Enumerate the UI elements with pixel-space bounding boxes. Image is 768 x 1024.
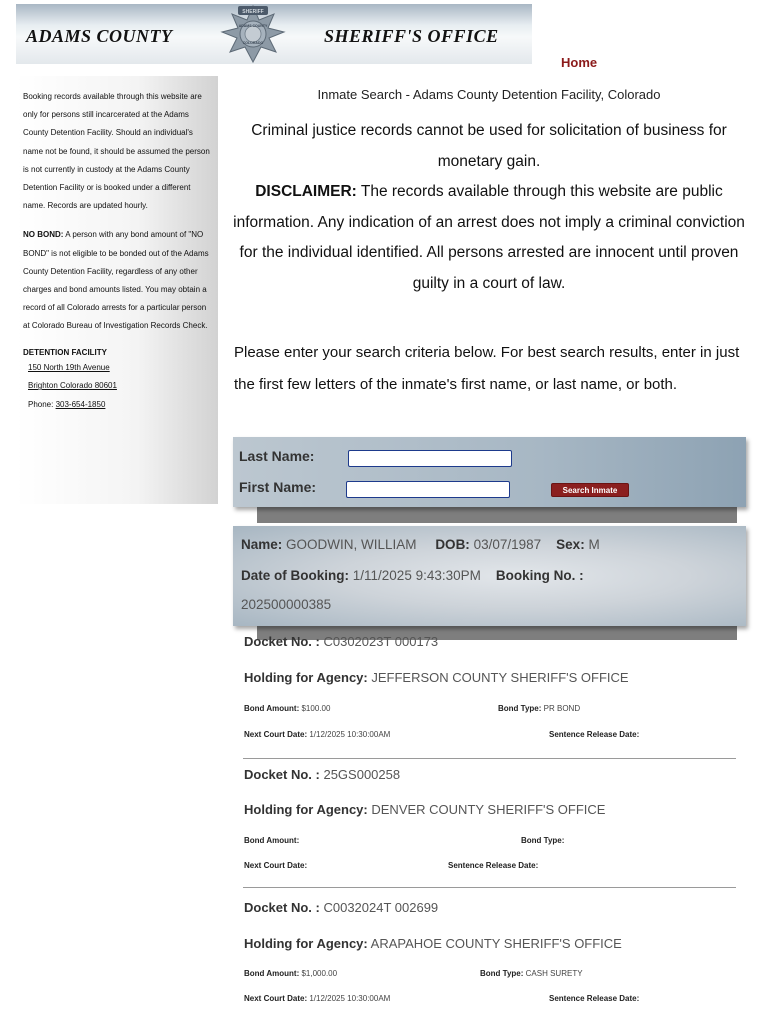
bond-amount-value: $1,000.00: [301, 969, 338, 978]
agency-label: Holding for Agency:: [244, 802, 368, 817]
header-banner: [16, 4, 532, 64]
docket-label: Docket No. :: [244, 900, 320, 915]
bond-amount: [244, 969, 337, 978]
bond-type-value: CASH SURETY: [525, 969, 583, 978]
next-court-date: [244, 994, 390, 1003]
address-line-1: 150 North 19th Avenue: [28, 362, 110, 372]
banner-title-left: ADAMS COUNTY: [26, 26, 173, 46]
booking-number: 202500000385: [241, 597, 332, 612]
agency-name: DENVER COUNTY SHERIFF'S OFFICE: [371, 802, 606, 817]
disclaimer-block: [232, 116, 746, 299]
inmate-sex: M: [588, 537, 600, 552]
booking-info-text: Booking records available through this website are only for persons still incarcerated at the Adams County Detention Facility. Should an individual's name not be found, it should be assumed the person is not currently in custody at the Adams County Detention Facility or is booked under a different name. Records are updated hourly.: [23, 92, 210, 211]
bond-type: [521, 836, 564, 845]
phone-line: [28, 396, 212, 415]
sex-label: Sex:: [556, 537, 585, 552]
facility-address: [23, 359, 212, 415]
agency-row: [244, 936, 622, 951]
bond-amount-label: Bond Amount:: [244, 704, 300, 713]
booking-date: 1/11/2025 9:43:30PM: [352, 568, 481, 583]
first-name-label: First Name:: [239, 479, 317, 495]
dob-label: DOB:: [435, 537, 470, 552]
badge-top-text: SHERIFF: [242, 9, 264, 15]
bond-amount-value: $100.00: [301, 704, 331, 713]
docket-number: C0032024T 002699: [323, 900, 439, 915]
agency-name: JEFFERSON COUNTY SHERIFF'S OFFICE: [371, 670, 629, 685]
court-date-value: 1/12/2025 10:30:00AM: [309, 730, 391, 739]
bond-type: [480, 969, 583, 978]
court-date-label: Next Court Date:: [244, 730, 308, 739]
release-label: Sentence Release Date:: [549, 730, 640, 739]
facility-heading: DETENTION FACILITY: [23, 347, 107, 357]
docket-number-row: [244, 900, 438, 915]
no-bond-label: NO BOND:: [23, 230, 64, 240]
agency-row: [244, 670, 629, 685]
bond-amount: [244, 836, 299, 845]
banner-title-right: SHERIFF'S OFFICE: [324, 26, 499, 46]
phone-link[interactable]: 303-654-1850: [55, 399, 106, 409]
page-subtitle: Inmate Search - Adams County Detention Facility, Colorado: [317, 87, 661, 102]
court-date-value: 1/12/2025 10:30:00AM: [309, 994, 391, 1003]
inmate-card: [233, 526, 746, 626]
agency-label: Holding for Agency:: [244, 936, 368, 951]
no-bond-info: [23, 226, 212, 335]
docket-number: C0302023T 000173: [323, 634, 439, 649]
inmate-identity-row: [241, 537, 600, 552]
next-court-date: [244, 730, 390, 739]
bond-type: [498, 704, 580, 713]
booking-date-label: Date of Booking:: [241, 568, 349, 583]
sentence-release-date: [549, 994, 639, 1003]
search-instructions: Please enter your search criteria below. For best search results, enter in just the first few letters of the inmate's first name, or last name, or both.: [234, 344, 740, 393]
inmate-dob: 03/07/1987: [473, 537, 542, 552]
agency-name: ARAPAHOE COUNTY SHERIFF'S OFFICE: [370, 936, 622, 951]
badge-mid-text: ADAMS COUNTY: [238, 24, 268, 28]
disclaimer-label: DISCLAIMER:: [255, 183, 357, 200]
agency-label: Holding for Agency:: [244, 670, 368, 685]
bond-type-label: Bond Type:: [498, 704, 542, 713]
no-bond-text: A person with any bond amount of "NO BOND" is not eligible to be bonded out of the Adams County Detention Facility, regardless of any other charges and bond amounts listed. You may obtain a record of all Colorado arrests for a particular person at Colorado Bureau of Investigation Records Check.: [23, 230, 209, 331]
court-date-label: Next Court Date:: [244, 994, 308, 1003]
sentence-release-date: [448, 861, 538, 870]
sheriff-star-badge-icon: [216, 4, 290, 66]
bond-type-label: Bond Type:: [521, 836, 565, 845]
docket-number-row: [244, 634, 438, 649]
address-line-2: Brighton Colorado 80601: [28, 381, 117, 391]
release-label: Sentence Release Date:: [448, 861, 539, 870]
release-label: Sentence Release Date:: [549, 994, 640, 1003]
sidebar: [16, 76, 218, 504]
solicitation-text: Criminal justice records cannot be used for solicitation of business for monetary gain.: [251, 122, 727, 170]
bond-amount-label: Bond Amount:: [244, 969, 300, 978]
docket-number: 25GS000258: [323, 767, 401, 782]
inmate-booking-row: [241, 568, 584, 583]
next-court-date: [244, 861, 307, 870]
docket-label: Docket No. :: [244, 767, 320, 782]
bond-amount: [244, 704, 330, 713]
badge-bottom-text: COLORADO: [242, 41, 264, 45]
docket-divider: [243, 758, 736, 759]
sentence-release-date: [549, 730, 639, 739]
first-name-input[interactable]: [346, 481, 510, 498]
search-panel: [233, 437, 746, 507]
docket-label: Docket No. :: [244, 634, 320, 649]
disclaimer-text: The records available through this website are public information. Any indication of an arrest does not imply a criminal conviction for the individual identified. All persons arrested are innocent until proven guilty in a court of law.: [233, 183, 745, 292]
court-date-label: Next Court Date:: [244, 861, 308, 870]
docket-number-row: [244, 767, 400, 782]
last-name-label: Last Name:: [239, 448, 315, 464]
bond-type-value: PR BOND: [543, 704, 581, 713]
inmate-name: GOODWIN, WILLIAM: [286, 537, 417, 552]
phone-label: Phone:: [28, 399, 56, 409]
name-label: Name:: [241, 537, 283, 552]
home-link[interactable]: Home: [561, 55, 598, 70]
search-panel-shadow: [257, 506, 737, 523]
search-inmate-button[interactable]: Search Inmate: [551, 483, 629, 497]
booking-no-label: Booking No. :: [495, 568, 584, 583]
disclaimer-text-block: [232, 177, 746, 299]
docket-divider: [243, 887, 736, 888]
last-name-input[interactable]: [348, 450, 512, 467]
bond-type-label: Bond Type:: [480, 969, 524, 978]
bond-amount-label: Bond Amount:: [244, 836, 300, 845]
agency-row: [244, 802, 605, 817]
